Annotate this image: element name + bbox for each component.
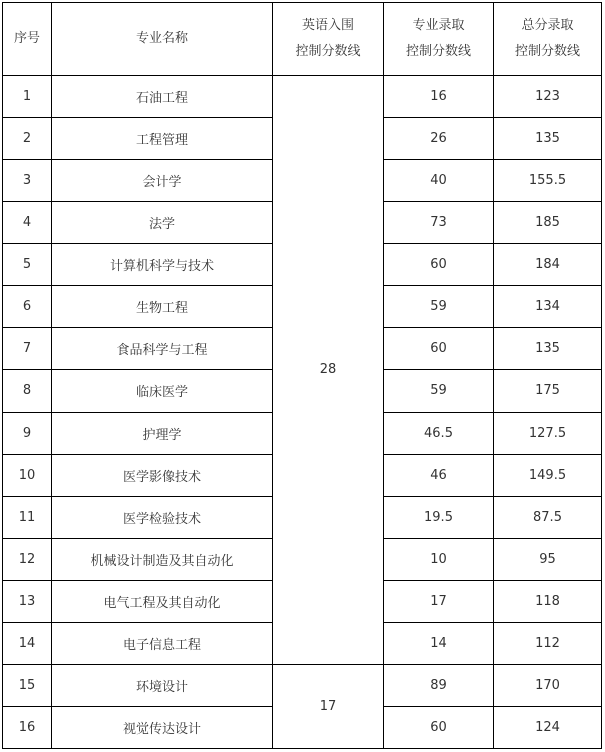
cell-professional-score: 40 [384, 160, 494, 202]
cell-total-score: 123 [494, 76, 602, 118]
cell-english-score: 17 [273, 664, 384, 748]
cell-professional-score: 19.5 [384, 496, 494, 538]
cell-major: 护理学 [52, 412, 273, 454]
cell-major: 石油工程 [52, 76, 273, 118]
cell-professional-score: 89 [384, 664, 494, 706]
cell-english-score: 28 [273, 76, 384, 665]
cell-index: 16 [3, 706, 52, 748]
cell-index: 11 [3, 496, 52, 538]
cell-major: 食品科学与工程 [52, 328, 273, 370]
cell-index: 4 [3, 202, 52, 244]
cell-total-score: 127.5 [494, 412, 602, 454]
cell-professional-score: 14 [384, 622, 494, 664]
cell-major: 电子信息工程 [52, 622, 273, 664]
header-total-line2: 控制分数线 [514, 44, 580, 59]
cell-total-score: 95 [494, 538, 602, 580]
cell-index: 8 [3, 370, 52, 412]
cell-index: 10 [3, 454, 52, 496]
header-professional-line [384, 3, 494, 76]
cell-total-score: 149.5 [494, 454, 602, 496]
header-major: 专业名称 [52, 3, 273, 76]
cell-total-score: 135 [494, 118, 602, 160]
header-professional-line2: 控制分数线 [405, 44, 471, 59]
cell-total-score: 134 [494, 286, 602, 328]
cell-index: 2 [3, 118, 52, 160]
cell-professional-score: 60 [384, 328, 494, 370]
cell-major: 电气工程及其自动化 [52, 580, 273, 622]
cell-total-score: 135 [494, 328, 602, 370]
cell-professional-score: 17 [384, 580, 494, 622]
header-professional-line1: 专业录取 [412, 18, 465, 33]
cell-index: 5 [3, 244, 52, 286]
header-english-line2: 控制分数线 [295, 44, 361, 59]
cell-major: 视觉传达设计 [52, 706, 273, 748]
cell-total-score: 170 [494, 664, 602, 706]
cell-total-score: 184 [494, 244, 602, 286]
cell-index: 12 [3, 538, 52, 580]
cell-total-score: 112 [494, 622, 602, 664]
cell-index: 9 [3, 412, 52, 454]
cell-major: 机械设计制造及其自动化 [52, 538, 273, 580]
table-row [3, 76, 602, 118]
header-row [3, 3, 602, 76]
cell-major: 法学 [52, 202, 273, 244]
cell-total-score: 175 [494, 370, 602, 412]
cell-total-score: 87.5 [494, 496, 602, 538]
cell-total-score: 124 [494, 706, 602, 748]
cell-total-score: 185 [494, 202, 602, 244]
cell-total-score: 118 [494, 580, 602, 622]
header-total-line [494, 3, 602, 76]
cell-major: 环境设计 [52, 664, 273, 706]
table-row [3, 664, 602, 706]
cell-index: 6 [3, 286, 52, 328]
cell-professional-score: 60 [384, 706, 494, 748]
header-index: 序号 [3, 3, 52, 76]
score-table [2, 2, 602, 749]
cell-professional-score: 59 [384, 286, 494, 328]
cell-index: 3 [3, 160, 52, 202]
cell-professional-score: 26 [384, 118, 494, 160]
cell-major: 工程管理 [52, 118, 273, 160]
cell-professional-score: 46.5 [384, 412, 494, 454]
cell-major: 计算机科学与技术 [52, 244, 273, 286]
cell-major: 医学影像技术 [52, 454, 273, 496]
cell-index: 14 [3, 622, 52, 664]
cell-major: 会计学 [52, 160, 273, 202]
header-english-line [273, 3, 384, 76]
cell-total-score: 155.5 [494, 160, 602, 202]
cell-major: 生物工程 [52, 286, 273, 328]
cell-index: 7 [3, 328, 52, 370]
header-total-line1: 总分录取 [521, 18, 574, 33]
cell-professional-score: 73 [384, 202, 494, 244]
header-english-line1: 英语入围 [301, 18, 354, 33]
cell-index: 1 [3, 76, 52, 118]
cell-index: 15 [3, 664, 52, 706]
cell-professional-score: 10 [384, 538, 494, 580]
cell-professional-score: 16 [384, 76, 494, 118]
cell-major: 医学检验技术 [52, 496, 273, 538]
cell-index: 13 [3, 580, 52, 622]
table-body [3, 76, 602, 749]
cell-professional-score: 59 [384, 370, 494, 412]
cell-major: 临床医学 [52, 370, 273, 412]
cell-professional-score: 46 [384, 454, 494, 496]
cell-professional-score: 60 [384, 244, 494, 286]
